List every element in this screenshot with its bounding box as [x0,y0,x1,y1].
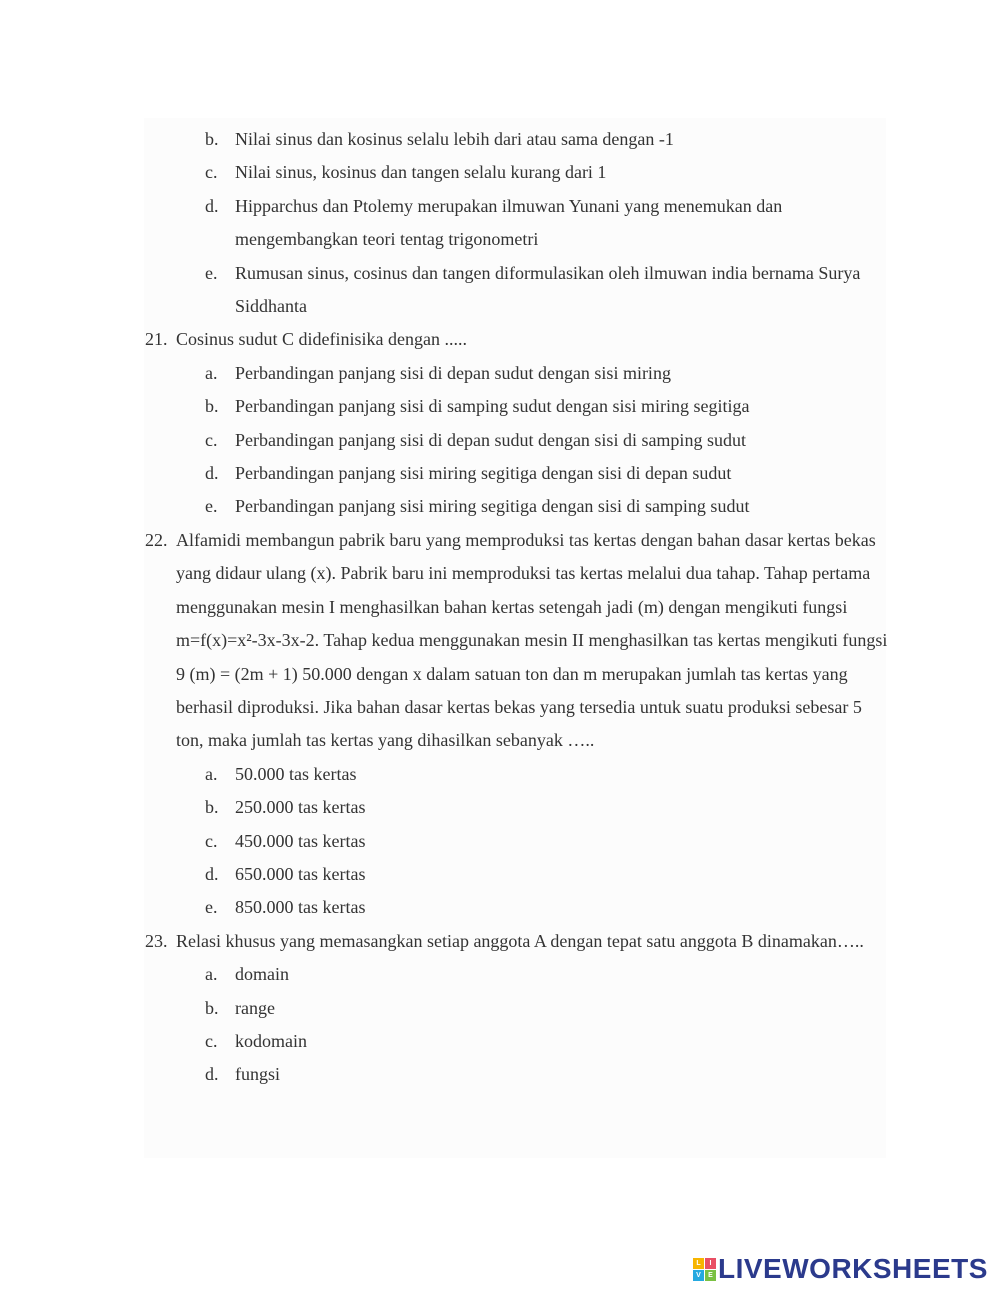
question-paragraph: Relasi khusus yang memasangkan setiap anggota A dengan tepat satu anggota B dinamakan….. [176,930,864,951]
option-letter: c. [205,830,218,851]
option-item [145,424,890,457]
option-item [145,891,890,924]
option-letter: c. [205,162,218,183]
option-letter: a. [205,964,218,985]
option-letter: b. [205,797,219,818]
question-22 [145,524,890,925]
option-text: Perbandingan panjang sisi di depan sudut dengan sisi miring [235,362,671,383]
option-text: Rumusan sinus, cosinus dan tangen diformulasikan oleh ilmuwan india bernama Surya Siddhanta [235,262,861,317]
option-letter: e. [205,496,218,517]
logo-mark-cell: L [693,1258,704,1269]
question-text [176,524,890,758]
liveworksheets-logo[interactable] [693,1254,988,1284]
option-text: kodomain [235,1030,307,1051]
question-stem [145,524,890,758]
question-stem [145,925,890,958]
question-paragraph: Cosinus sudut C didefinisika dengan ..... [176,329,467,350]
question-number: 22. [145,529,168,550]
question-paragraph: m=f(x)=x²-3x-3x-2. Tahap kedua menggunakan mesin II menghasilkan tas kertas mengikuti fungsi 9 (m) = (2m + 1) 50.000 dengan x dalam satuan ton dan m merupakan jumlah tas kertas yang berhasil diproduksi. Jika bahan dasar kertas bekas yang tersedia untuk suatu produksi sebesar 5 ton, maka jumlah tas kertas yang dihasilkan sebanyak ….. [176,630,888,751]
logo-mark-cell: V [693,1270,704,1281]
option-item [145,758,890,791]
logo-mark-cell: I [705,1258,716,1269]
option-letter: b. [205,396,219,417]
question-23 [145,925,890,1092]
logo-mark-cell: E [705,1270,716,1281]
option-text: 650.000 tas kertas [235,863,366,884]
option-item [145,123,890,156]
option-letter: a. [205,763,218,784]
option-item [145,357,890,390]
question-number: 23. [145,930,168,951]
option-item [145,390,890,423]
question-text [176,323,890,356]
option-item [145,190,890,257]
option-item [145,958,890,991]
intro-options [145,123,890,323]
option-item [145,156,890,189]
option-text: Perbandingan panjang sisi miring segitiga dengan sisi di depan sudut [235,463,732,484]
option-item [145,457,890,490]
liveworksheets-logo-icon [693,1258,716,1281]
option-item [145,257,890,324]
question-paragraph: Alfamidi membangun pabrik baru yang memproduksi tas kertas dengan bahan dasar kertas bekas yang didaur ulang (x). Pabrik baru ini memproduksi tas kertas melalui dua tahap. Tahap pertama menggunakan mesin I menghasilkan bahan kertas setengah jadi (m) dengan mengikuti fungsi [176,529,876,617]
option-text: 250.000 tas kertas [235,797,366,818]
option-letter: d. [205,195,219,216]
option-text: fungsi [235,1064,280,1085]
option-text: 450.000 tas kertas [235,830,366,851]
option-letter: c. [205,429,218,450]
option-item [145,1025,890,1058]
option-letter: e. [205,262,218,283]
option-letter: e. [205,897,218,918]
option-item [145,858,890,891]
option-letter: d. [205,463,219,484]
option-text: Hipparchus dan Ptolemy merupakan ilmuwan Yunani yang menemukan dan mengembangkan teori tentag trigonometri [235,195,783,250]
worksheet-content [145,123,890,1092]
option-text: 850.000 tas kertas [235,897,366,918]
option-text: Nilai sinus dan kosinus selalu lebih dari atau sama dengan -1 [235,129,674,149]
option-item [145,1058,890,1091]
option-item [145,490,890,523]
option-text: domain [235,964,289,985]
option-item [145,791,890,824]
option-letter: d. [205,1064,219,1085]
question-21 [145,323,890,523]
option-letter: d. [205,863,219,884]
option-item [145,825,890,858]
option-text: Perbandingan panjang sisi di depan sudut dengan sisi di samping sudut [235,429,746,450]
option-letter: b. [205,129,219,149]
question-text [176,925,890,958]
option-text: 50.000 tas kertas [235,763,357,784]
option-text: Perbandingan panjang sisi di samping sudut dengan sisi miring segitiga [235,396,750,417]
option-text: Perbandingan panjang sisi miring segitiga dengan sisi di samping sudut [235,496,750,517]
option-text: Nilai sinus, kosinus dan tangen selalu kurang dari 1 [235,162,607,183]
logo-text: LIVEWORKSHEETS [718,1253,988,1284]
question-number: 21. [145,329,168,350]
option-letter: c. [205,1030,218,1051]
question-stem [145,323,890,356]
option-item [145,992,890,1025]
option-text: range [235,997,275,1018]
option-letter: b. [205,997,219,1018]
option-letter: a. [205,362,218,383]
